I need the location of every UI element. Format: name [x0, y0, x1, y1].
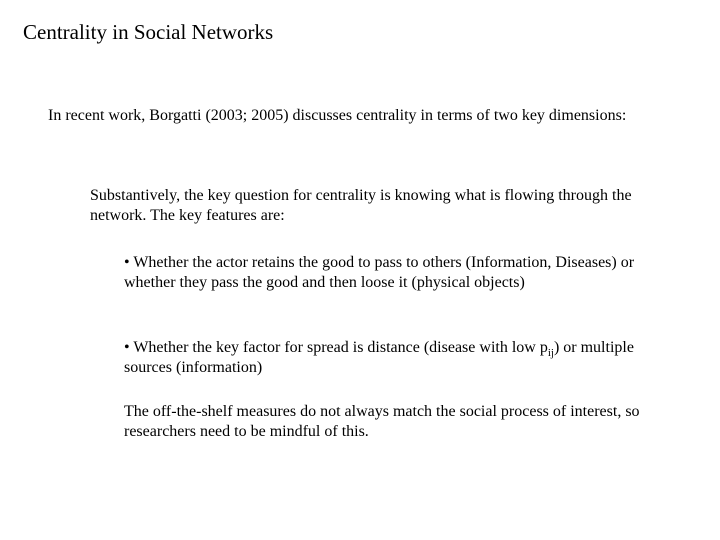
substantive-paragraph: Substantively, the key question for centrality is knowing what is flowing through the network. The key features are:: [90, 187, 632, 224]
bullet-retains-good: • Whether the actor retains the good to pass to others (Information, Diseases) or whether they pass the good and then loose it (physical objects): [124, 254, 635, 291]
closing-paragraph: The off-the-shelf measures do not always match the social process of interest, so researchers need to be mindful of this.: [124, 403, 640, 440]
bullet-spread-text-start: • Whether the key factor for spread is distance (disease with low p: [124, 339, 548, 356]
intro-paragraph: In recent work, Borgatti (2003; 2005) discusses centrality in terms of two key dimensions:: [48, 107, 627, 124]
bullet-spread-factor: [124, 338, 644, 378]
bullet-spread-text-end: ) or multiple sources (information): [124, 339, 634, 376]
slide-title: Centrality in Social Networks: [23, 20, 274, 44]
subscript-ij: ij: [547, 347, 554, 359]
